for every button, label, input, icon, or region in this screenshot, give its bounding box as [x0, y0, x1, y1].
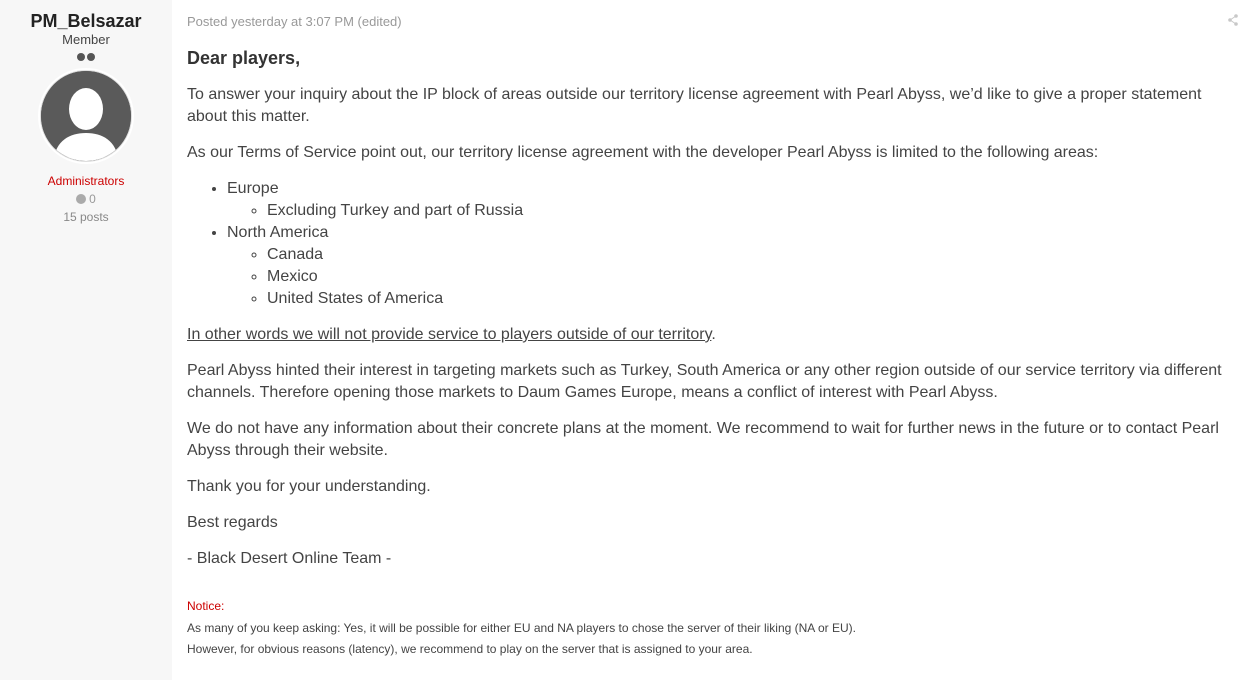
- notice-label: Notice:: [187, 599, 225, 613]
- list-item: ◦ United States of America: [267, 288, 1232, 310]
- post-meta: Posted yesterday at 3:07 PM (edited): [187, 14, 402, 29]
- post-title: Dear players,: [187, 48, 301, 68]
- list-item: ◦ Mexico: [267, 266, 1232, 288]
- list-item: ◦ Excluding Turkey and part of Russia: [267, 200, 1232, 222]
- closing: Best regards: [187, 514, 278, 531]
- reputation: [0, 192, 172, 206]
- reputation-value: 0: [89, 192, 96, 206]
- paragraph: In other words we will not provide service to players outside of our territory.: [187, 326, 716, 343]
- post-body: [187, 84, 1232, 584]
- region-name: Europe: [227, 180, 279, 197]
- paragraph: Thank you for your understanding.: [187, 478, 431, 495]
- sub-list: [227, 200, 1232, 222]
- list-item: ◦ Canada: [267, 244, 1232, 266]
- region-name: North America: [227, 224, 329, 241]
- sub-list: [227, 244, 1232, 310]
- region-list: [187, 178, 1232, 310]
- reputation-icon: [76, 194, 86, 204]
- underlined-statement: In other words we will not provide service to players outside of our territory: [187, 326, 712, 343]
- list-item: [227, 222, 1232, 310]
- author-sidebar: [0, 0, 172, 680]
- rank-pips: [0, 52, 172, 62]
- signature: - Black Desert Online Team -: [187, 550, 392, 567]
- paragraph: Pearl Abyss hinted their interest in targeting markets such as Turkey, South America or any other region outside of our service territory via different channels. Therefore opening those markets to Daum Games Europe, means a conflict of interest with Pearl Abyss.: [187, 362, 1222, 401]
- paragraph: As our Terms of Service point out, our territory license agreement with the developer Pearl Abyss is limited to the following areas:: [187, 144, 1099, 161]
- paragraph: We do not have any information about their concrete plans at the moment. We recommend to wait for further news in the future or to contact Pearl Abyss through their website.: [187, 420, 1219, 459]
- rank-pip-icon: [77, 53, 85, 61]
- notice-line: As many of you keep asking: Yes, it will be possible for either EU and NA players to chose the server of their liking (NA or EU).: [187, 620, 856, 635]
- share-icon[interactable]: [1228, 14, 1238, 26]
- user-group: Administrators: [47, 174, 125, 188]
- post-count: 15 posts: [63, 210, 109, 224]
- rank-pip-icon: [87, 53, 95, 61]
- default-avatar-silhouette-icon: [41, 71, 131, 161]
- member-title: Member: [62, 32, 110, 47]
- notice-block: [187, 596, 856, 661]
- paragraph: To answer your inquiry about the IP block of areas outside our territory license agreement with Pearl Abyss, we’d like to give a proper statement about this matter.: [187, 86, 1202, 125]
- author-username[interactable]: PM_Belsazar: [30, 11, 142, 31]
- avatar[interactable]: [40, 70, 132, 162]
- list-item: [227, 178, 1232, 222]
- notice-line: However, for obvious reasons (latency), we recommend to play on the server that is assigned to your area.: [187, 642, 753, 656]
